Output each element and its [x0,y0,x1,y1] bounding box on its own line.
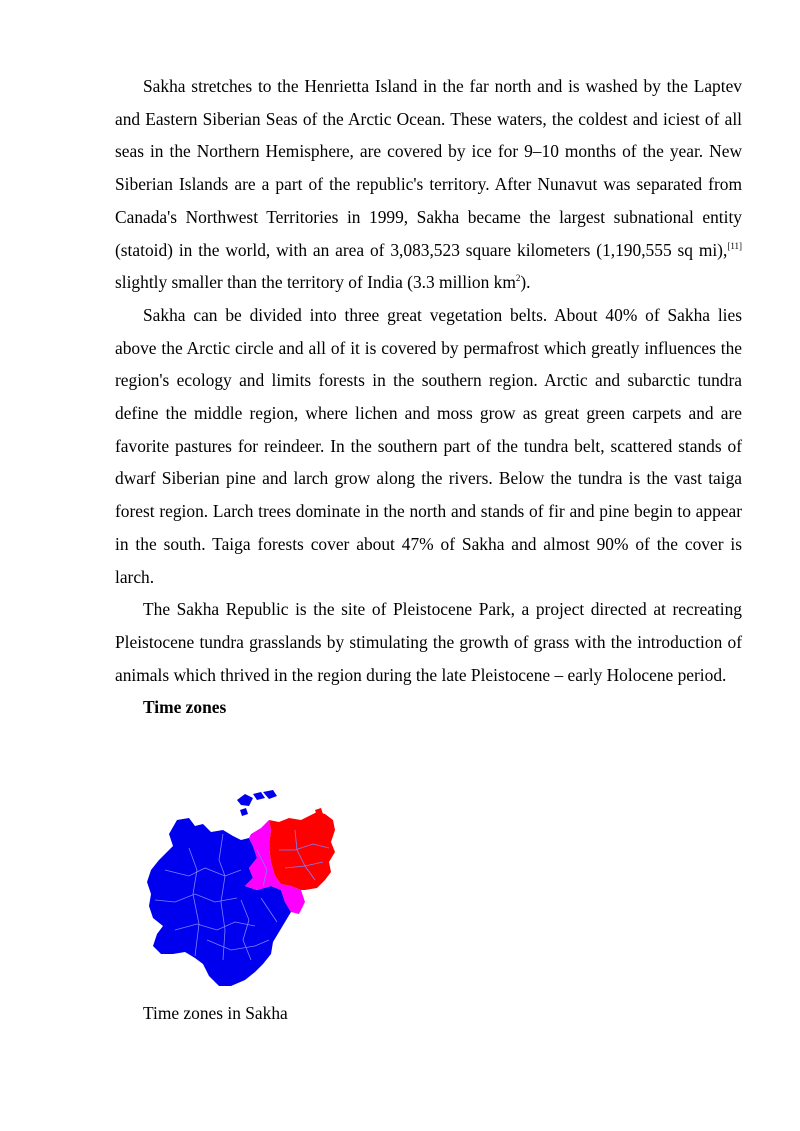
paragraph-geography [115,70,742,299]
map-island-2 [253,792,265,800]
time-zones-map-svg [145,790,345,990]
section-heading-time-zones: Time zones [143,697,227,718]
paragraph-pleistocene-park: The Sakha Republic is the site of Pleistocene Park, a project directed at recreating Pleistocene tundra grasslands by stimulating the growth of grass with the introduction of animals which thrived in the region during the late Pleistocene – early Holocene period. [115,599,742,685]
paragraph-geography-text: Sakha stretches to the Henrietta Island in the far north and is washed by the Laptev and Eastern Siberian Seas of the Arctic Ocean. These waters, the coldest and iciest of all seas in the Northern Hemisphere, are covered by ice for 9–10 months of the year. New Siberian Islands are a part of the republic's territory. After Nunavut was separated from Canada's Northwest Territories in 1999, Sakha became the largest subnational entity (statoid) in the world, with an area of 3,083,523 square kilometers (1,190,555 sq mi), [115,76,742,260]
citation-link-11[interactable]: [11] [727,240,742,251]
paragraph-vegetation: Sakha can be divided into three great vegetation belts. About 40% of Sakha lies above the Arctic circle and all of it is covered by permafrost which greatly influences the region's ecology and limits forests in the southern region. Arctic and subarctic tundra define the middle region, where lichen and moss grow as great green carpets and are favorite pastures for reindeer. In the southern part of the tundra belt, scattered stands of dwarf Siberian pine and larch grow along the rivers. Below the tundra is the vast taiga forest region. Larch trees dominate in the north and stands of fir and pine begin to appear in the south. Taiga forests cover about 47% of Sakha and almost 90% of the cover is larch. [115,304,742,587]
map-island-1 [237,794,253,806]
paragraph-geography-text-end: ). [520,272,531,293]
map-zone-east [269,812,335,890]
figure-caption: Time zones in Sakha [143,1003,288,1023]
map-island-4 [240,808,248,816]
map-island-3 [263,790,277,799]
superscript-squared: 2 [515,273,521,284]
time-zones-map [145,790,345,990]
paragraph-geography-text-cont: slightly smaller than the territory of India (3.3 million km [115,272,516,293]
document-body [115,70,742,724]
